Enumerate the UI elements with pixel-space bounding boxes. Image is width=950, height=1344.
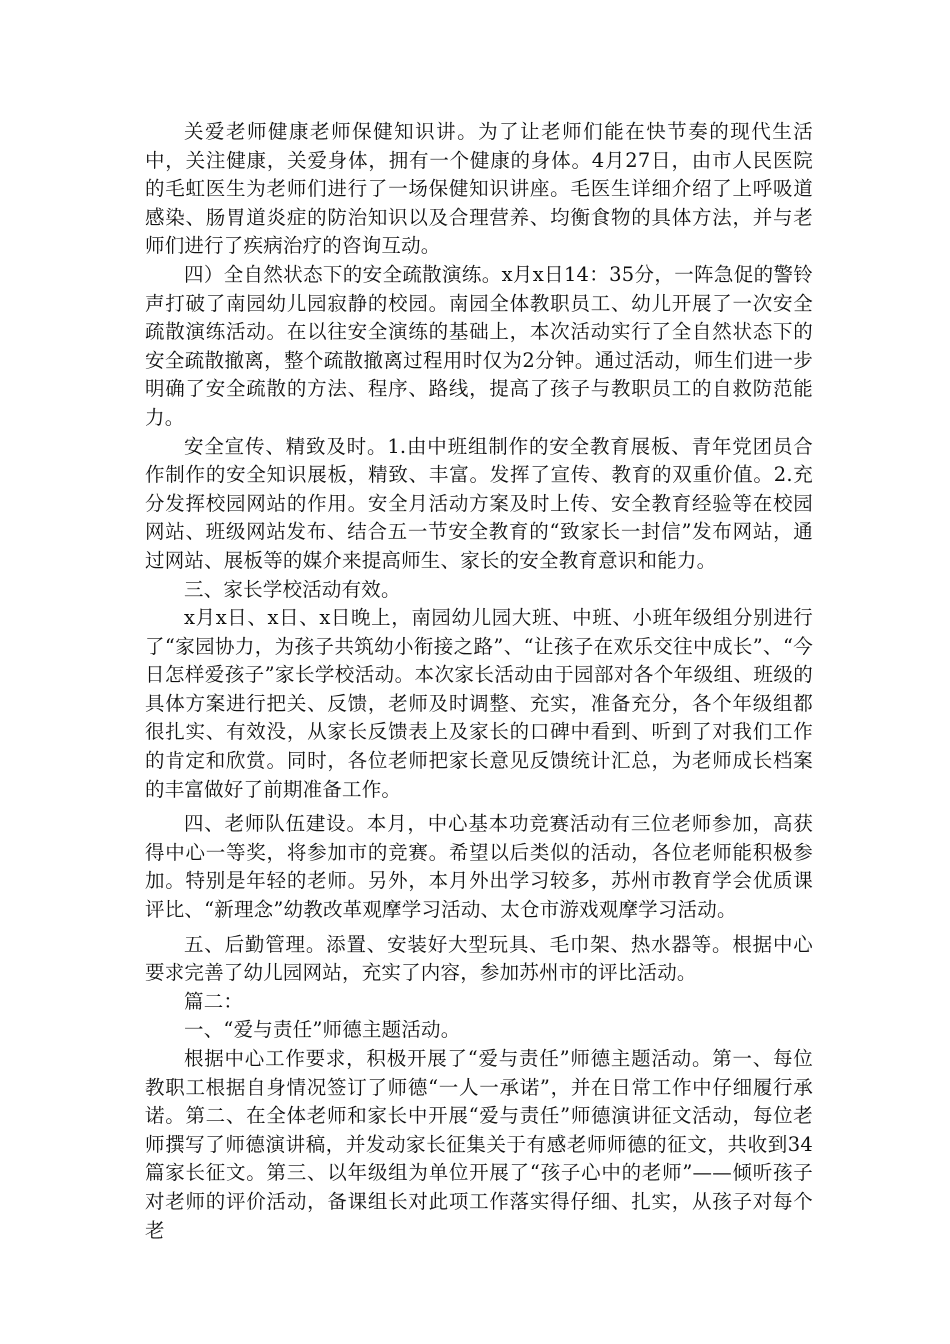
document-body <box>145 118 813 1245</box>
paragraph-teacher-team: 四、老师队伍建设。本月，中心基本功竞赛活动有三位老师参加，高获得中心一等奖，将参加市的竞赛。希望以后类似的活动，各位老师能积极参加。特别是年轻的老师。另外，本月外出学习较多，苏州市教育学会优质课评比、“新理念”幼教改革观摩学习活动、太仓市游戏观摩学习活动。 <box>145 812 813 922</box>
paragraph-logistics: 五、后勤管理。添置、安装好大型玩具、毛巾架、热水器等。根据中心要求完善了幼儿园网站，充实了内容，参加苏州市的评比活动。 <box>145 932 813 985</box>
paragraph-ethics-activities: 根据中心工作要求，积极开展了“爱与责任”师德主题活动。第一、每位教职工根据自身情况签订了师德“一人一承诺”，并在日常工作中仔细履行承诺。第二、在全体老师和家长中开展“爱与责任”师德演讲征文活动，每位老师撰写了师德演讲稿，并发动家长征集关于有感老师师德的征文，共收到34篇家长征文。第三、以年级组为单位开展了“孩子心中的老师”——倾听孩子对老师的评价活动，备课组长对此项工作落实得仔细、扎实，从孩子对每个老 <box>145 1047 813 1242</box>
paragraph-parent-activities: x月x日、x日、x日晚上，南园幼儿园大班、中班、小班年级组分别进行了“家园协力，为孩子共筑幼小衔接之路”、“让孩子在欢乐交往中成长”、“今日怎样爱孩子”家长学校活动。本次家长活动由于园部对各个年级组、班级的具体方案进行把关、反馈，老师及时调整、充实，准备充分，各个年级组都很扎实、有效没，从家长反馈表上及家长的口碑中看到、听到了对我们工作的肯定和欣赏。同时，各位老师把家长意见反馈统计汇总，为老师成长档案的丰富做好了前期准备工作。 <box>145 606 813 801</box>
paragraph-ethics-heading: 一、“爱与责任”师德主题活动。 <box>184 1018 461 1042</box>
paragraph-evacuation-drill: 四）全自然状态下的安全疏散演练。x月x日14：35分，一阵急促的警铃声打破了南园幼儿园寂静的校园。南园全体教职员工、幼儿开展了一次安全疏散演练活动。在以往安全演练的基础上，本次活动实行了全自然状态下的安全疏散撤离，整个疏散撤离过程用时仅为2分钟。通过活动，师生们进一步明确了安全疏散的方法、程序、路线，提高了孩子与教职员工的自救防范能力。 <box>145 262 813 429</box>
paragraph-part-two-heading: 篇二： <box>184 989 244 1013</box>
paragraph-safety-publicity: 安全宣传、精致及时。1.由中班组制作的安全教育展板、青年党团员合作制作的安全知识展板，精致、丰富。发挥了宣传、教育的双重价值。2.充分发挥校园网站的作用。安全月活动方案及时上传、安全教育经验等在校园网站、班级网站发布、结合五一节安全教育的“致家长一封信”发布网站，通过网站、展板等的媒介来提高师生、家长的安全教育意识和能力。 <box>145 434 813 572</box>
paragraph-health-lecture: 关爱老师健康老师保健知识讲。为了让老师们能在快节奏的现代生活中，关注健康，关爱身体，拥有一个健康的身体。4月27日，由市人民医院的毛虹医生为老师们进行了一场保健知识讲座。毛医生详细介绍了上呼吸道感染、肠胃道炎症的防治知识以及合理营养、均衡食物的具体方法，并与老师们进行了疾病治疗的咨询互动。 <box>145 120 813 258</box>
paragraph-section-parent-school: 三、家长学校活动有效。 <box>184 577 401 601</box>
